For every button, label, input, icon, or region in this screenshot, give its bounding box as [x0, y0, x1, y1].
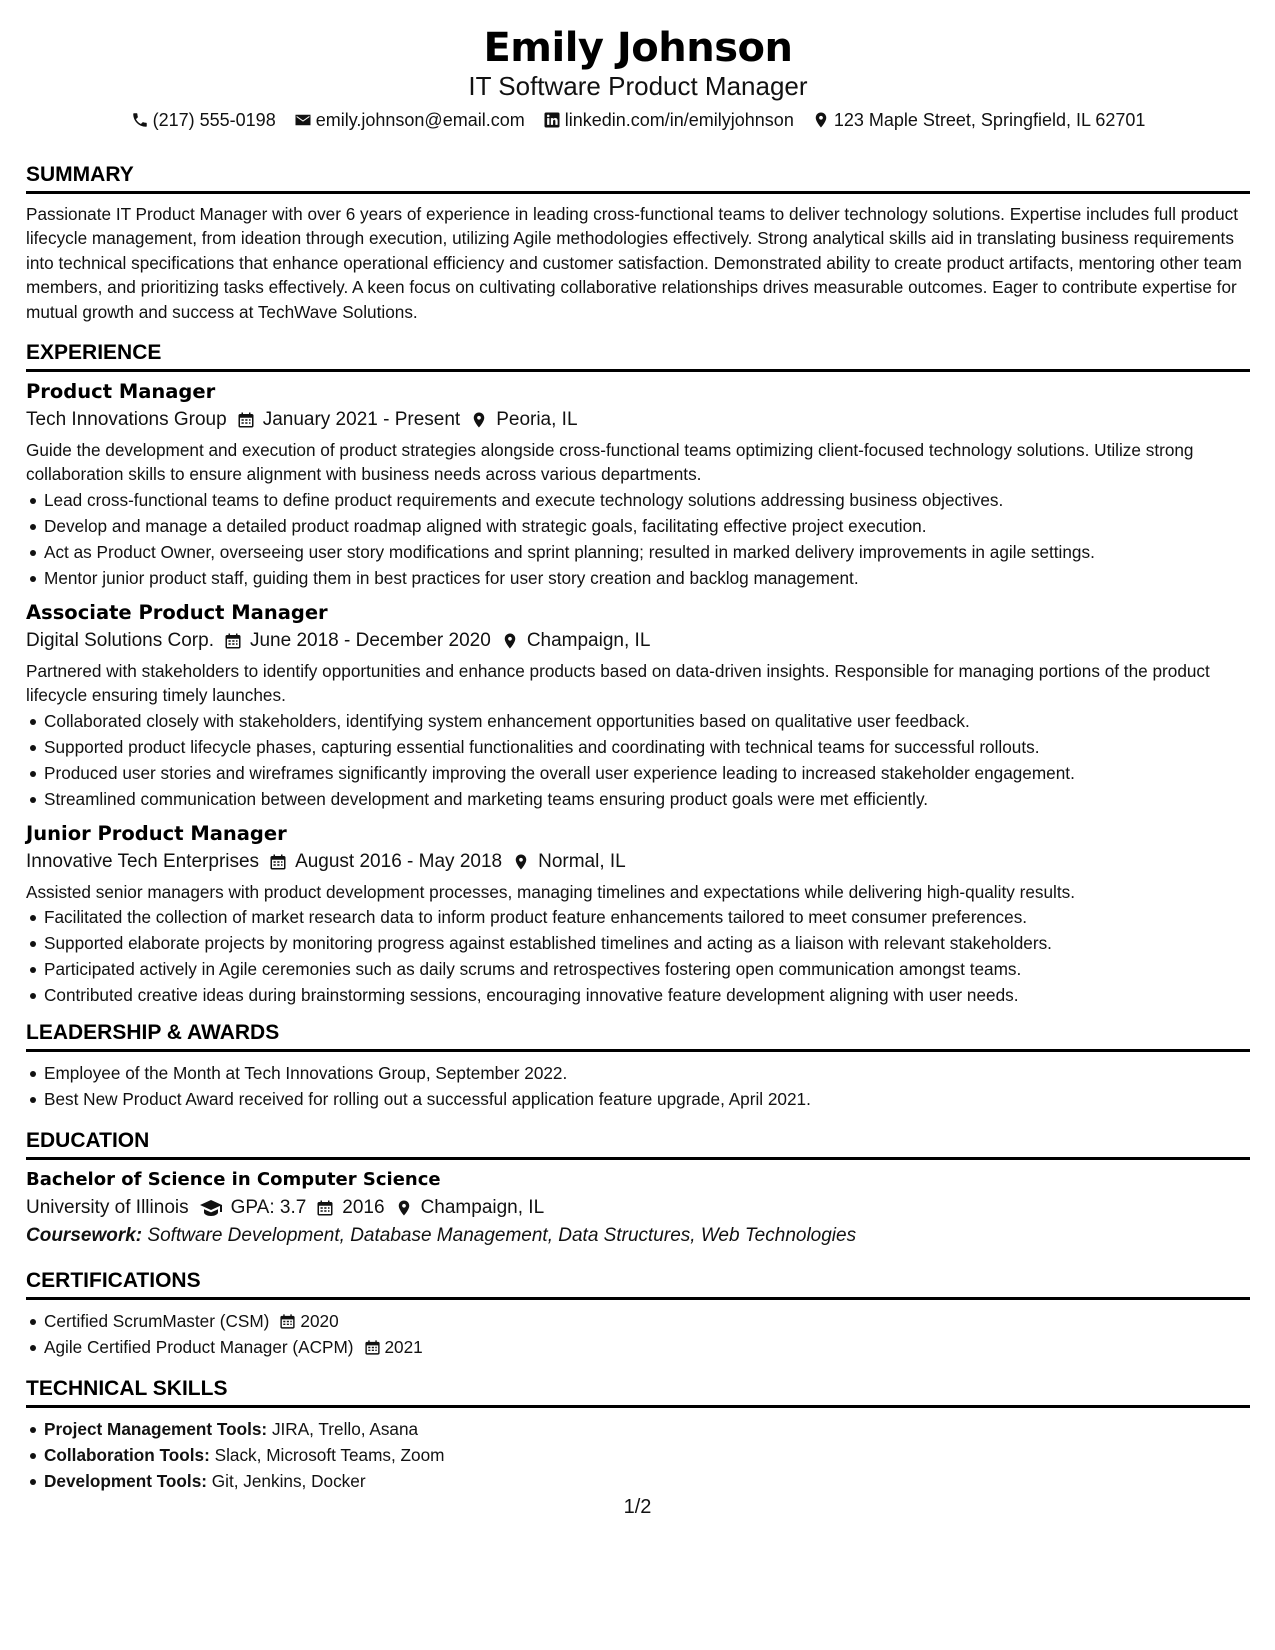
job-role: Junior Product Manager: [26, 821, 287, 845]
job-entry: [26, 378, 1250, 591]
education-meta: [26, 1194, 1250, 1222]
job-meta: [26, 406, 1250, 434]
list-item: Act as Product Owner, overseeing user story modifications and sprint planning; resulted in marked delivery improvements in agile settings.: [26, 539, 1250, 565]
summary-text: Passionate IT Product Manager with over 6 years of experience in leading cross-functional teams to deliver technology solutions. Expertise includes full product lifecycle management, from ideation through execution, utilizing Agile methodologies effectively. Strong analytical skills aid in translating business requirements into technical specifications that enhance operational efficiency and customer satisfaction. Demonstrated ability to create product artifacts, mentoring other team members, and prioritizing tasks effectively. A keen focus on cultivating collaborative relationships drives measurable outcomes. Eager to contribute expertise for mutual growth and success at TechWave Solutions.: [26, 204, 1242, 322]
envelope-icon: [294, 111, 312, 129]
phone-text: (217) 555-0198: [152, 110, 276, 130]
contact-phone[interactable]: [131, 108, 276, 132]
email-text: emily.johnson@email.com: [315, 110, 525, 130]
skill-value: Git, Jenkins, Docker: [211, 1471, 366, 1492]
skills-section: [26, 1376, 1250, 1494]
skill-label: Development Tools:: [44, 1471, 207, 1492]
contact-linkedin[interactable]: [543, 108, 794, 132]
coursework-text: Software Development, Database Management, Data Structures, Web Technologies: [147, 1225, 857, 1247]
job-meta: [26, 848, 1250, 876]
linkedin-text: linkedin.com/in/emilyjohnson: [564, 110, 794, 130]
job-location: Normal, IL: [538, 850, 626, 872]
map-pin-icon: [470, 411, 488, 429]
skills-list: [26, 1416, 1250, 1494]
calendar-icon: [224, 632, 242, 650]
list-item: Lead cross-functional teams to define product requirements and execute technology solutions addressing business objectives.: [26, 487, 1250, 513]
list-item: Facilitated the collection of market research data to inform product feature enhancements tailored to meet consumer preferences.: [26, 904, 1250, 930]
job-description: Guide the development and execution of product strategies alongside cross-functional teams optimizing client-focused technology solutions. Utilize strong collaboration skills to ensure alignment with business needs across various departments.: [26, 440, 1194, 485]
map-pin-icon: [512, 853, 530, 871]
list-item: [26, 1334, 1250, 1360]
list-item: Supported product lifecycle phases, capturing essential functionalities and coordinating with technical teams for successful rollouts.: [26, 734, 1250, 760]
map-pin-icon: [812, 111, 830, 129]
job-role: Associate Product Manager: [26, 600, 328, 624]
phone-icon: [131, 111, 149, 129]
map-pin-icon: [501, 632, 519, 650]
list-item: Contributed creative ideas during brainstorming sessions, encouraging innovative feature development aligning with user needs.: [26, 982, 1250, 1008]
linkedin-icon: [543, 111, 561, 129]
job-company: Tech Innovations Group: [26, 409, 227, 431]
experience-section: [26, 340, 1250, 1008]
cert-year: 2021: [384, 1337, 423, 1358]
candidate-name: Emily Johnson: [483, 25, 793, 71]
list-item: Produced user stories and wireframes significantly improving the overall user experience leading to increased stakeholder engagement.: [26, 760, 1250, 786]
job-company: Digital Solutions Corp.: [26, 629, 214, 651]
summary-heading: SUMMARY: [26, 162, 1250, 194]
certifications-heading: CERTIFICATIONS: [26, 1268, 1250, 1300]
list-item: [26, 1308, 1250, 1334]
contact-address: [812, 108, 1146, 132]
job-bullets: [26, 708, 1250, 812]
list-item: Employee of the Month at Tech Innovations Group, September 2022.: [26, 1060, 1250, 1086]
awards-section: [26, 1020, 1250, 1112]
graduation-year: 2016: [342, 1197, 385, 1219]
list-item: Participated actively in Agile ceremonies such as daily scrums and retrospectives fostering open communication amongst teams.: [26, 956, 1250, 982]
education-section: [26, 1128, 1250, 1250]
job-entry: [26, 820, 1250, 1008]
contact-bar: [26, 108, 1250, 132]
calendar-icon: [279, 1313, 296, 1330]
page-number: 1/2: [623, 1496, 652, 1518]
calendar-icon: [316, 1199, 334, 1217]
job-description: Partnered with stakeholders to identify opportunities and enhance products based on data-driven insights. Responsible for managing portions of the product lifecycle ensuring timely launches.: [26, 660, 1210, 706]
skill-value: JIRA, Trello, Asana: [271, 1419, 419, 1440]
list-item: Streamlined communication between development and marketing teams ensuring product goals were met efficiently.: [26, 786, 1250, 812]
experience-heading: EXPERIENCE: [26, 340, 1250, 372]
list-item: Best New Product Award received for rolling out a successful application feature upgrade, April 2021.: [26, 1086, 1250, 1112]
skill-label: Project Management Tools:: [44, 1419, 268, 1440]
school-location: Champaign, IL: [420, 1197, 545, 1219]
summary-section: [26, 162, 1250, 324]
job-entry: [26, 599, 1250, 812]
job-bullets: [26, 487, 1250, 591]
list-item: Develop and manage a detailed product roadmap aligned with strategic goals, facilitating effective project execution.: [26, 513, 1250, 539]
skill-value: Slack, Microsoft Teams, Zoom: [214, 1445, 445, 1466]
address-text: 123 Maple Street, Springfield, IL 62701: [833, 110, 1146, 130]
job-title: IT Software Product Manager: [468, 71, 808, 101]
job-location: Peoria, IL: [496, 409, 578, 431]
certifications-list: [26, 1308, 1250, 1360]
contact-email[interactable]: [294, 108, 525, 132]
list-item: Collaborated closely with stakeholders, identifying system enhancement opportunities based on qualitative user feedback.: [26, 708, 1250, 734]
calendar-icon: [269, 853, 287, 871]
job-dates: June 2018 - December 2020: [249, 629, 491, 651]
job-dates: August 2016 - May 2018: [295, 850, 503, 872]
resume-page: [26, 24, 1250, 1494]
cert-name: Certified ScrumMaster (CSM): [44, 1311, 270, 1332]
degree-title: Bachelor of Science in Computer Science: [26, 1169, 441, 1191]
cert-year: 2020: [300, 1311, 339, 1332]
awards-heading: LEADERSHIP & AWARDS: [26, 1020, 1250, 1052]
list-item: [26, 1416, 1250, 1442]
experience-list: [26, 378, 1250, 1008]
list-item: Mentor junior product staff, guiding them in best practices for user story creation and backlog management.: [26, 565, 1250, 591]
calendar-icon: [237, 411, 255, 429]
skill-label: Collaboration Tools:: [44, 1445, 210, 1466]
job-dates: January 2021 - Present: [262, 409, 461, 431]
job-role: Product Manager: [26, 380, 216, 404]
education-heading: EDUCATION: [26, 1128, 1250, 1160]
list-item: Supported elaborate projects by monitoring progress against established timelines and acting as a liaison with relevant stakeholders.: [26, 930, 1250, 956]
map-pin-icon: [395, 1199, 413, 1217]
school-name: University of Illinois: [26, 1197, 189, 1219]
awards-list: [26, 1060, 1250, 1112]
job-location: Champaign, IL: [526, 629, 651, 651]
job-description: Assisted senior managers with product development processes, managing timelines and expectations while delivering high-quality results.: [26, 881, 1075, 902]
coursework-label: Coursework:: [26, 1225, 143, 1247]
job-bullets: [26, 904, 1250, 1008]
graduation-cap-icon: [199, 1196, 223, 1220]
job-company: Innovative Tech Enterprises: [26, 850, 260, 872]
skills-heading: TECHNICAL SKILLS: [26, 1376, 1250, 1408]
gpa: GPA: 3.7: [230, 1197, 307, 1219]
list-item: [26, 1468, 1250, 1494]
certifications-section: [26, 1268, 1250, 1360]
list-item: [26, 1442, 1250, 1468]
coursework: [26, 1222, 1250, 1250]
job-meta: [26, 627, 1250, 655]
cert-name: Agile Certified Product Manager (ACPM): [44, 1337, 354, 1358]
calendar-icon: [364, 1339, 381, 1356]
